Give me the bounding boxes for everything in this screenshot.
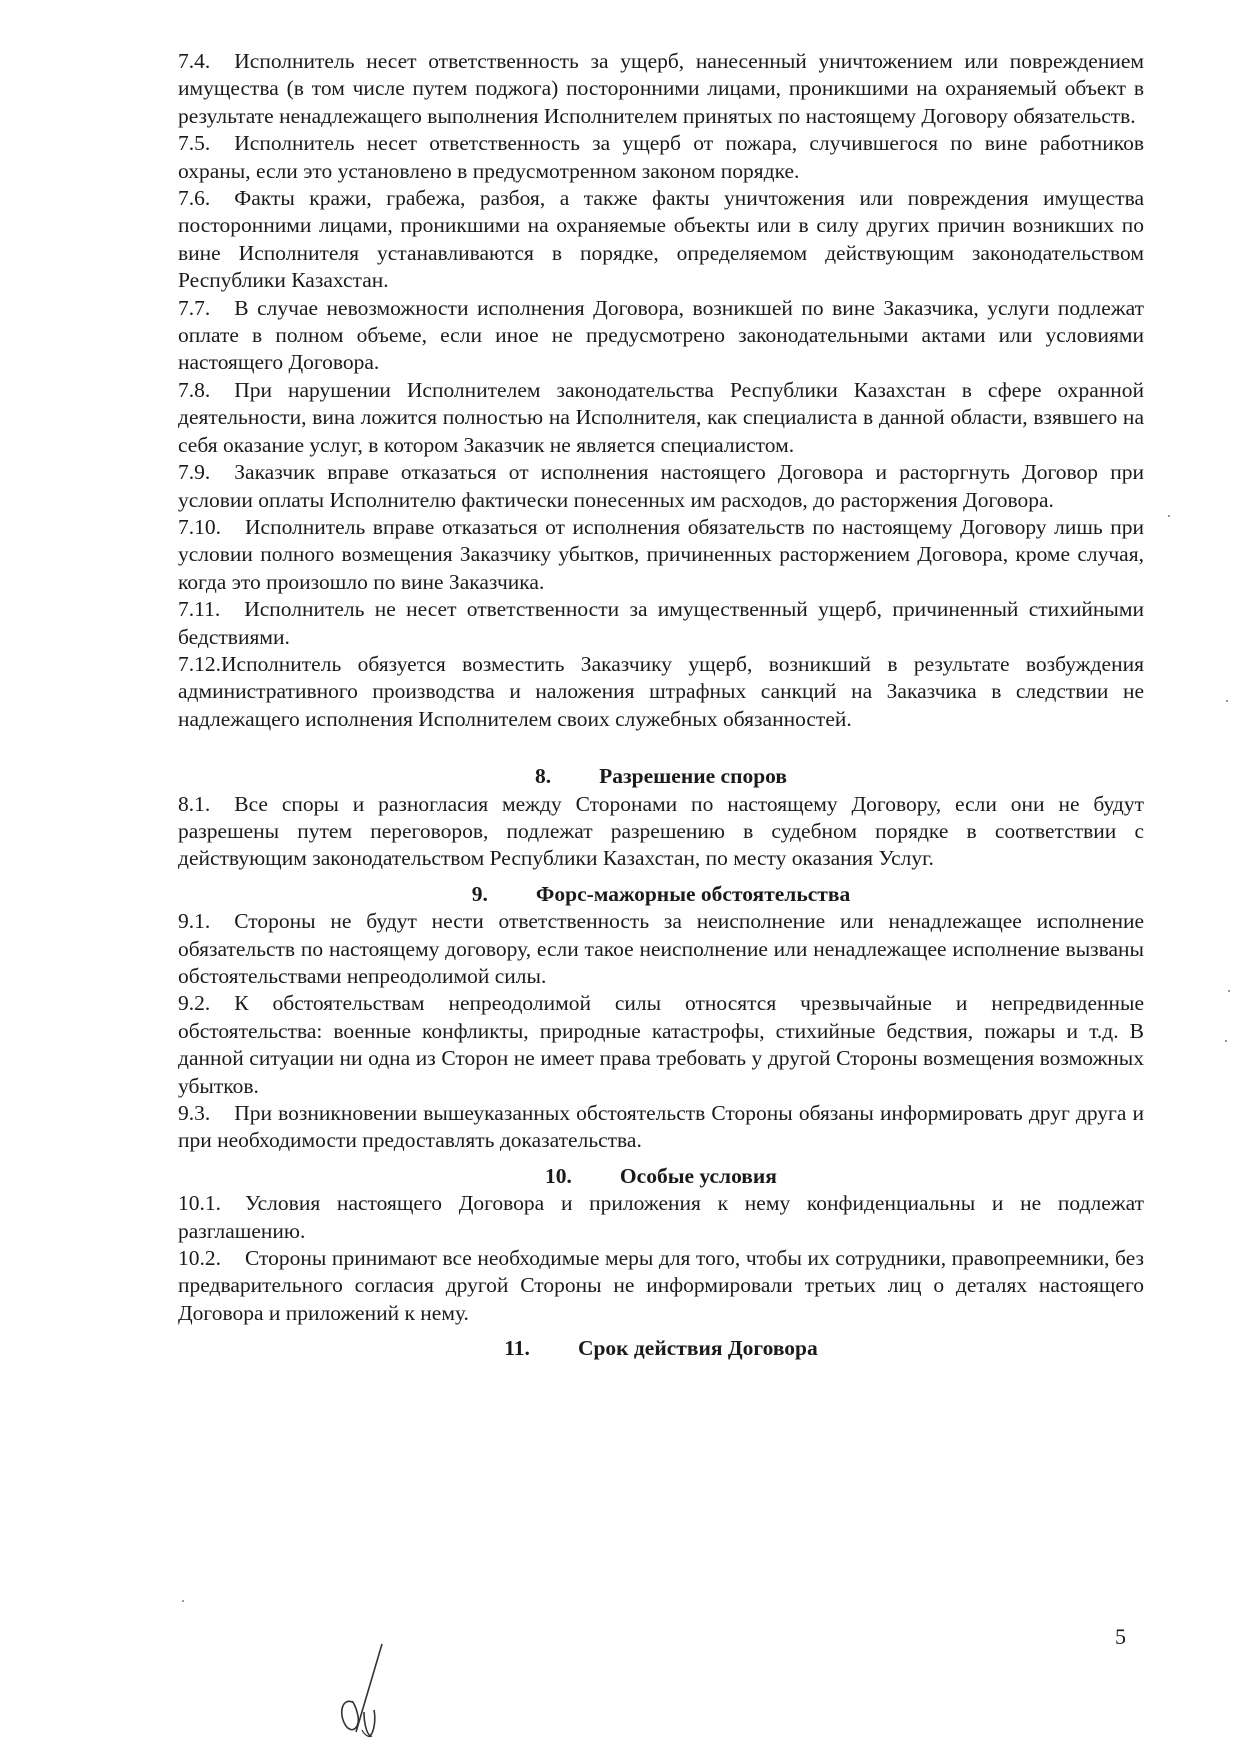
- clause-9-3: [178, 1100, 1144, 1155]
- clause-9-1: [178, 908, 1144, 990]
- clause-text: Заказчик вправе отказаться от исполнения настоящего Договора и расторгнуть Договор при условии оплаты Исполнителю фактически понесенных им расходов, до расторжения Договора.: [178, 460, 1144, 512]
- document-page: [178, 48, 1144, 1363]
- section-number: 11.: [504, 1336, 530, 1361]
- clause-number: 7.7.: [178, 295, 211, 320]
- clause-number: 10.1.: [178, 1191, 221, 1216]
- section-title: Срок действия Договора: [577, 1336, 818, 1361]
- clause-9-2: [178, 990, 1144, 1100]
- clause-number: 7.4.: [178, 49, 211, 73]
- clause-number: 10.2.: [178, 1246, 221, 1271]
- clause-7-12: [178, 651, 1144, 733]
- spacer: [178, 1155, 1144, 1163]
- section-heading-11: [178, 1335, 1144, 1362]
- clause-10-1: [178, 1190, 1144, 1245]
- clause-7-9: [178, 459, 1144, 514]
- clause-7-10: [178, 514, 1144, 596]
- clause-text: Исполнитель вправе отказаться от исполнения обязательств по настоящему Договору лишь при условии полного возмещения Заказчику убытков, причиненных расторжением Договора, кроме случая, когда это произошло по вине Заказчика.: [178, 514, 1144, 594]
- clause-number: 9.2.: [178, 991, 211, 1016]
- spacer: [178, 873, 1144, 881]
- clause-number: 7.11.: [178, 597, 221, 622]
- section-title: Особые условия: [619, 1163, 777, 1188]
- spacer: [178, 1327, 1144, 1335]
- clause-text: Исполнитель не несет ответственности за имущественный ущерб, причиненный стихийными бедствиями.: [178, 597, 1144, 649]
- clause-7-5: [178, 130, 1144, 185]
- clause-text: Исполнитель обязуется возместить Заказчику ущерб, возникший в результате возбуждения административного производства и наложения штрафных санкций на Заказчика в следствии не надлежащего исполнения Исполнителем своих служебных обязанностей.: [178, 651, 1144, 731]
- clause-8-1: [178, 791, 1144, 873]
- clause-number: 7.10.: [178, 514, 221, 539]
- clause-number: 9.3.: [178, 1101, 211, 1126]
- scan-speck: [1228, 990, 1230, 992]
- clause-text: В случае невозможности исполнения Договора, возникшей по вине Заказчика, услуги подлежат оплате в полном объеме, если иное не предусмотрено законодательными актами или условиями настоящего Договора.: [178, 295, 1144, 375]
- clause-number: 7.5.: [178, 131, 211, 156]
- section-heading-9: [178, 881, 1144, 908]
- clause-10-2: [178, 1245, 1144, 1327]
- section-number: 9.: [471, 881, 488, 906]
- section-number: 8.: [535, 764, 552, 789]
- clause-text: Условия настоящего Договора и приложения к нему конфиденциальны и не подлежат разглашению.: [178, 1191, 1144, 1243]
- clause-number: 8.1.: [178, 791, 211, 816]
- spacer: [178, 733, 1144, 763]
- scan-speck: [182, 1600, 184, 1602]
- scan-speck: [1168, 515, 1170, 517]
- clause-text: При возникновении вышеуказанных обстоятельств Стороны обязаны информировать друг друга и при необходимости предоставлять доказательства.: [178, 1101, 1144, 1153]
- scan-speck: [1226, 700, 1228, 702]
- section-number: 10.: [545, 1163, 572, 1188]
- clause-number: 7.8.: [178, 377, 211, 402]
- clause-text: К обстоятельствам непреодолимой силы относятся чрезвычайные и непредвиденные обстоятельства: военные конфликты, природные катастрофы, стихийные бедствия, пожары и т.д. В данной ситуации ни одна из Сторон не имеет права требовать у другой Стороны возмещения возможных убытков.: [178, 991, 1144, 1098]
- clause-text: Факты кражи, грабежа, разбоя, а также факты уничтожения или повреждения имущества посторонними лицами, проникшими на охраняемые объекты или в силу других причин возникших по вине Исполнителя устанавливаются в порядке, определяемом действующим законодательством Республики Казахстан.: [178, 186, 1144, 293]
- section-title: Форс-мажорные обстоятельства: [535, 881, 851, 906]
- clause-7-8: [178, 377, 1144, 459]
- scan-speck: [1225, 1040, 1227, 1042]
- section-heading-10: [178, 1163, 1144, 1190]
- clause-number: 7.12.: [178, 651, 221, 676]
- clause-number: 7.6.: [178, 186, 211, 211]
- clause-7-6: [178, 185, 1144, 295]
- clause-text: Все споры и разногласия между Сторонами по настоящему Договору, если они не будут разрешены путем переговоров, подлежат разрешению в судебном порядке в соответствии с действующим законодательством Республики Казахстан, по месту оказания Услуг.: [178, 791, 1144, 871]
- page-number: 5: [1115, 1624, 1126, 1649]
- clause-text: Исполнитель несет ответственность за ущерб от пожара, случившегося по вине работников охраны, если это установлено в предусмотренном законом порядке.: [178, 131, 1144, 183]
- section-title: Разрешение споров: [599, 764, 787, 789]
- section-heading-8: [178, 763, 1144, 790]
- clause-number: 9.1.: [178, 909, 211, 934]
- clause-number: 7.9.: [178, 460, 211, 485]
- clause-text: Исполнитель несет ответственность за ущерб, нанесенный уничтожением или повреждением имущества (в том числе путем поджога) посторонними лицами, проникшими на охраняемый объект в результате ненадлежащего выполнения Исполнителем принятых по настоящему Договору обязательств.: [178, 49, 1144, 128]
- clause-7-11: [178, 596, 1144, 651]
- clause-text: Стороны принимают все необходимые меры для того, чтобы их сотрудники, правопреемники, без предварительного согласия другой Стороны не информировали третьих лиц о деталях настоящего Договора и приложений к нему.: [178, 1246, 1144, 1325]
- clause-7-4: [178, 48, 1144, 130]
- signature-mark: [330, 1640, 410, 1740]
- clause-7-7: [178, 295, 1144, 377]
- clause-text: При нарушении Исполнителем законодательства Республики Казахстан в сфере охранной деятельности, вина ложится полностью на Исполнителя, как специалиста в данной области, взявшего на себя оказание услуг, в котором Заказчик не является специалистом.: [178, 377, 1144, 457]
- clause-text: Стороны не будут нести ответственность за неисполнение или ненадлежащее исполнение обязательств по настоящему договору, если такое неисполнение или ненадлежащее исполнение вызваны обстоятельствами непреодолимой силы.: [178, 909, 1144, 988]
